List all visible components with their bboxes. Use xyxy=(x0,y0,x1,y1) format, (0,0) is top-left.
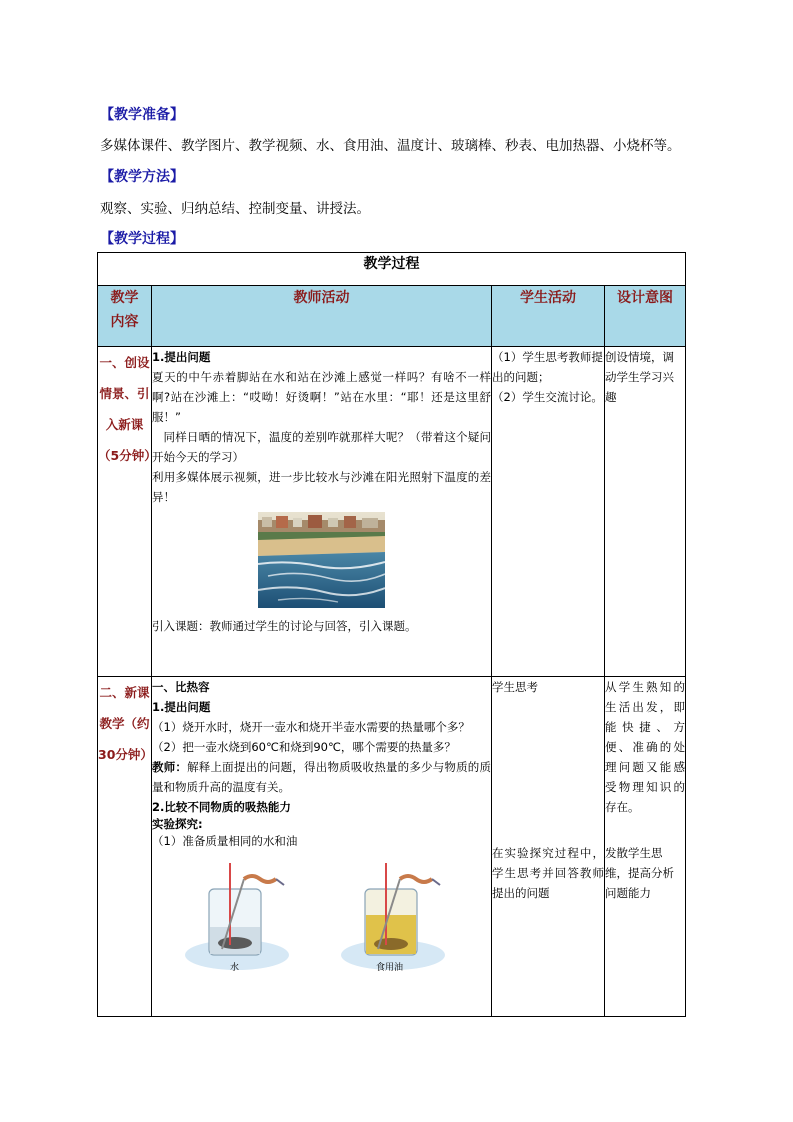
row2-student xyxy=(492,677,605,1017)
row1-p1: 夏天的中午赤着脚站在水和站在沙滩上感觉一样吗？有啥不一样啊?站在沙滩上：“哎呦！好烫啊！”站在水里：“耶！还是这里舒服！” xyxy=(152,370,491,424)
row2-step1: （1）准备质量相同的水和油 xyxy=(152,834,298,848)
row1-design: 创设情境，调动学生学习兴趣 xyxy=(605,347,686,677)
row2-teacher-para xyxy=(152,757,491,797)
row2-h3: 2.比较不同物质的吸热能力 xyxy=(152,800,291,814)
header-teacher: 教师活动 xyxy=(152,286,492,347)
beakers-figure xyxy=(152,859,491,971)
row2-q1: （1）烧开水时，烧开一壶水和烧开半壶水需要的热量哪个多？ xyxy=(152,720,470,734)
header-design: 设计意图 xyxy=(605,286,686,347)
row1-p2: 同样日晒的情况下，温度的差别咋就那样大呢？（带着这个疑问开始今天的学习） xyxy=(152,430,491,464)
beakers-image xyxy=(152,859,478,971)
method-heading: 【教学方法】 xyxy=(100,169,184,185)
teacher-text: 解释上面提出的问题，得出物质吸收热量的多少与物质的质量和物质升高的温度有关。 xyxy=(152,760,492,794)
row2-section: 二、新课教学（约30分钟） xyxy=(98,677,152,1017)
label-water: 水 xyxy=(230,963,240,973)
row2-teacher xyxy=(152,677,492,1017)
row2-student-2: 在实验探究过程中，学生思考并回答教师提出的问题 xyxy=(492,846,604,900)
row2-design xyxy=(605,677,686,1017)
table-title: 教学过程 xyxy=(98,253,686,286)
row2-design-2: 发散学生思维，提高分析问题能力 xyxy=(605,846,674,900)
prep-heading: 【教学准备】 xyxy=(100,107,184,123)
method-text: 观察、实验、归纳总结、控制变量、讲授法。 xyxy=(100,201,370,217)
header-content: 教学内容 xyxy=(98,286,152,347)
process-table xyxy=(97,252,686,1017)
row1-section: 一、创设情景、引入新课（5分钟） xyxy=(98,347,152,677)
teacher-label: 教师： xyxy=(152,760,188,774)
row2-student-1: 学生思考 xyxy=(492,680,538,694)
prep-text: 多媒体课件、教学图片、教学视频、水、食用油、温度计、玻璃棒、秒表、电加热器、小烧杯等。 xyxy=(100,138,681,154)
row1-p4: 引入课题：教师通过学生的讨论与回答，引入课题。 xyxy=(152,619,417,633)
row2-h4: 实验探究: xyxy=(152,817,203,831)
process-heading: 【教学过程】 xyxy=(100,231,184,247)
row2-h2: 1.提出问题 xyxy=(152,700,211,714)
row1-student xyxy=(492,347,605,677)
row2-design-1: 从学生熟知的生活出发，即能快捷、方便、准确的处理问题又能感受物理知识的存在。 xyxy=(605,680,685,814)
row2-h1: 一、比热容 xyxy=(152,680,210,694)
header-student: 学生活动 xyxy=(492,286,605,347)
beach-photo xyxy=(152,512,491,614)
row1-p3: 利用多媒体展示视频，进一步比较水与沙滩在阳光照射下温度的差异！ xyxy=(152,470,491,504)
row1-student-2: （2）学生交流讨论。 xyxy=(492,390,603,404)
beach-image xyxy=(258,512,385,608)
row1-student-1: （1）学生思考教师提出的问题； xyxy=(492,350,603,384)
row1-teacher xyxy=(152,347,492,677)
row1-heading: 1.提出问题 xyxy=(152,350,211,364)
label-oil: 食用油 xyxy=(376,963,404,973)
row2-q2: （2）把一壶水烧到60℃和烧到90℃，哪个需要的热量多？ xyxy=(152,740,456,754)
